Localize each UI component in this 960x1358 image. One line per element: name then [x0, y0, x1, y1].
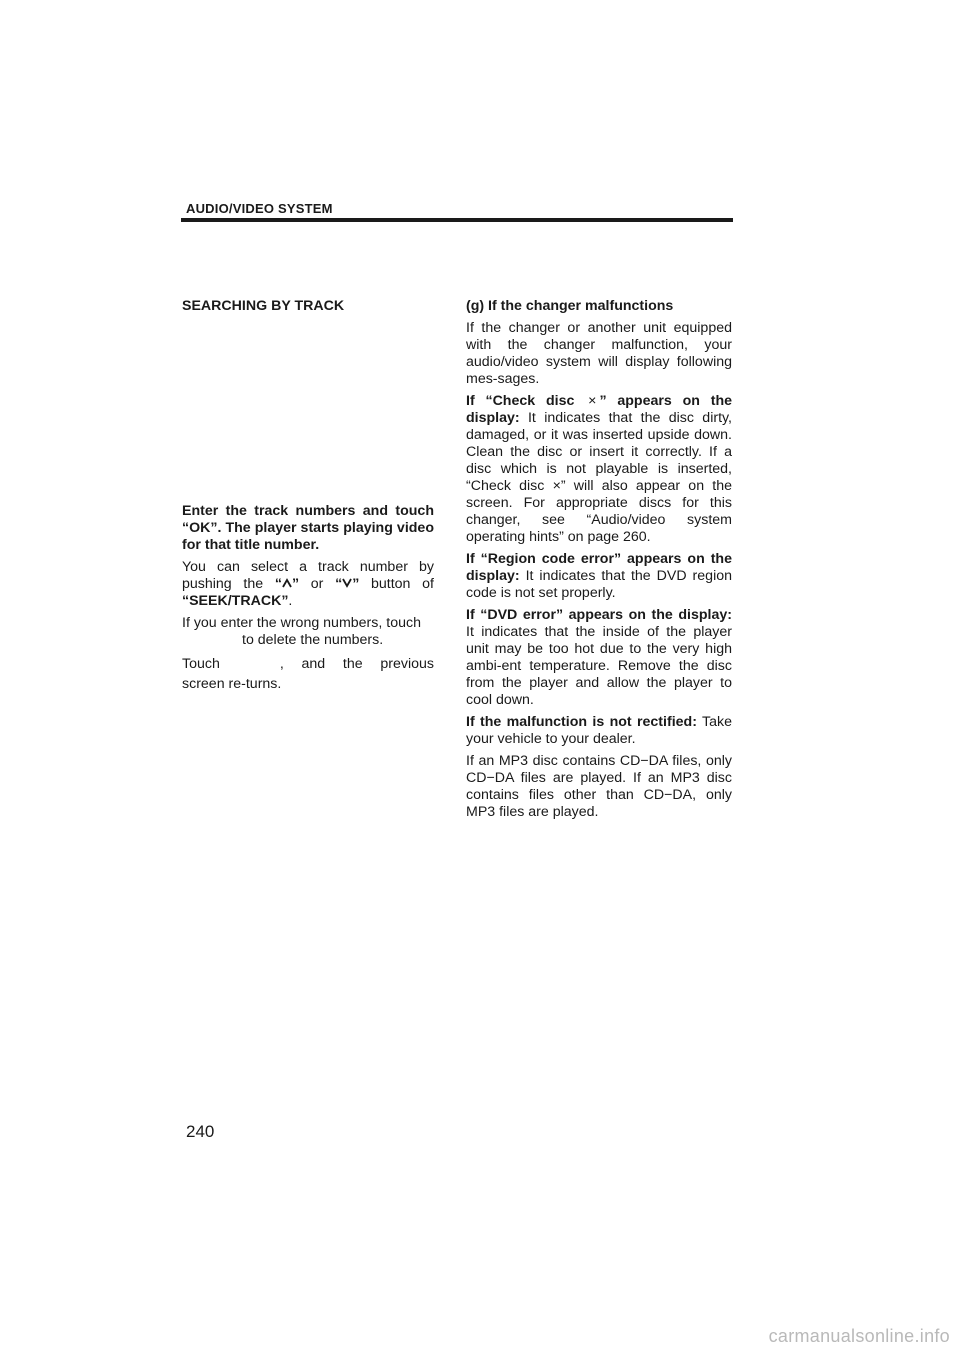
- region-code-paragraph: [466, 551, 732, 602]
- check-disc-label-a: If “Check disc: [466, 393, 586, 409]
- seek-track-label: “SEEK/TRACK”: [182, 593, 289, 609]
- dvd-error-paragraph: [466, 607, 732, 709]
- not-rectified-body: Take your vehicle to your dealer.: [466, 714, 733, 747]
- check-disc-body-times: ×: [552, 478, 561, 494]
- touch-return-paragraph: [182, 654, 434, 694]
- right-column: [466, 298, 732, 826]
- dvd-error-body: It indicates that the inside of the player unit may be too hot due to the very high ambi-ent temperature. Remove the disc from the player and allow the player to cool down.: [466, 624, 732, 708]
- mp3-paragraph: If an MP3 disc contains CD−DA files, only CD−DA files are played. If an MP3 disc contains files other than CD−DA, only MP3 files are played.: [466, 753, 732, 820]
- intro-paragraph: If the changer or another unit equipped with the changer malfunction, your audio/video system will display following mes-sages.: [466, 320, 732, 387]
- instruction-text: Enter the track numbers and touch “OK”. The player starts playing video for that title number.: [182, 503, 434, 553]
- select-text-end: .: [288, 593, 293, 609]
- dvd-error-label: If “DVD error” appears on the display:: [466, 607, 732, 623]
- check-disc-times: ×: [588, 393, 597, 409]
- header-rule: [181, 218, 733, 222]
- down-quote-open: “: [335, 576, 343, 592]
- searching-by-track-heading: SEARCHING BY TRACK: [182, 298, 345, 314]
- watermark: carmanualsonline.info: [768, 1326, 950, 1346]
- wrong-text-b: to delete the numbers.: [242, 632, 384, 648]
- check-disc-paragraph: [466, 393, 732, 546]
- left-column: [182, 298, 434, 699]
- screen-illustration-area: [182, 320, 434, 503]
- chevron-up-icon: [282, 578, 292, 588]
- not-rectified-label: If the malfunction is not rectified:: [466, 714, 697, 730]
- wrong-text-a: If you enter the wrong numbers, touch: [182, 615, 421, 631]
- not-rectified-paragraph: [466, 714, 732, 748]
- select-text-b: button of: [359, 576, 434, 592]
- section-title: AUDIO/VIDEO SYSTEM: [186, 201, 333, 216]
- up-quote-open: “: [274, 576, 282, 592]
- check-disc-label-b: ” appears on the display:: [466, 393, 732, 426]
- touch-text-a: Touch: [182, 656, 220, 672]
- touch-text-b: , and the previous screen re-turns.: [182, 656, 434, 692]
- select-text-a: You can select a track number by pushing the: [182, 559, 434, 592]
- region-code-label: If “Region code error” appears on the display:: [466, 551, 732, 584]
- select-track-paragraph: [182, 559, 434, 610]
- page-number: 240: [186, 1122, 215, 1141]
- select-text-or: or: [299, 576, 336, 592]
- check-disc-body-b: ” will also appear on the screen. For appropriate discs for this changer, see “Audio/video system operating hints” on page 260.: [466, 478, 733, 545]
- check-disc-body-a: It indicates that the disc dirty, damaged, or it was inserted upside down. Clean the disc or insert it correctly. If a disc which is not playable is inserted, “Check disc: [466, 410, 732, 494]
- up-quote-close: ”: [291, 576, 300, 592]
- chevron-down-icon: [342, 578, 352, 588]
- wrong-numbers-paragraph: [182, 615, 434, 649]
- down-quote-close: ”: [352, 576, 360, 592]
- region-code-body: It indicates that the DVD region code is not set properly.: [466, 568, 732, 601]
- changer-malfunction-heading: (g) If the changer malfunctions: [466, 298, 674, 314]
